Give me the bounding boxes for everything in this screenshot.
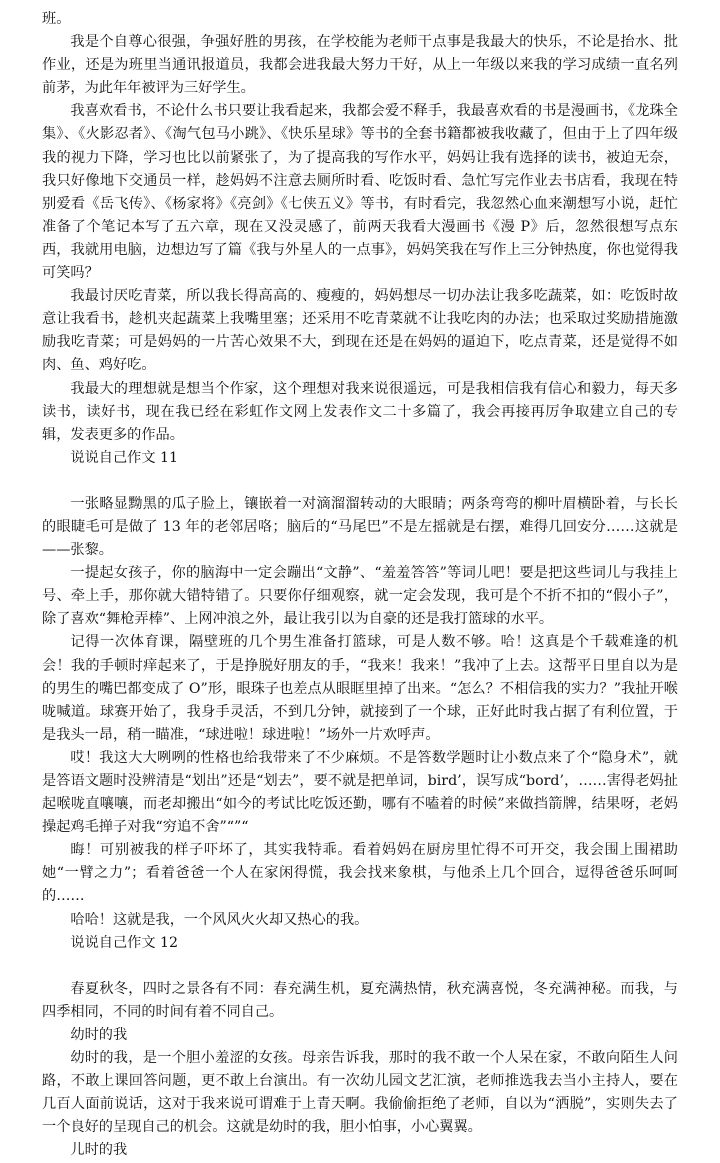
paragraph: 一提起女孩子，你的脑海中一定会蹦出“文静”、“羞羞答答”等词儿吧！要是把这些词儿与我挂上号、牵上手，那你就大错特错了。只要你仔细观察，就一定会发现，我可是个不折不扣的“假小子”，除了喜欢“舞枪弄棒”、上网冲浪之外，最让我引以为自豪的还是我打篮球的水平。 <box>42 565 678 628</box>
section-heading: 说说自己作文 11 <box>70 449 179 466</box>
document-page <box>42 8 678 1163</box>
paragraph: 班。 <box>42 11 71 27</box>
spacer <box>42 470 678 493</box>
paragraph: 记得一次体育课，隔壁班的几个男生准备打篮球，可是人数不够。哈！这真是个千载难逢的机会！我的手顿时痒起来了，于是挣脱好朋友的手，“我来！我来！”我冲了上去。这帮平日里自以为是的男生的嘴巴都变成了 O”形，眼珠子也差点从眼眶里掉了出来。“怎么？不相信我的实力？”我扯开喉咙喊道。球赛开始了，我身手灵活，不到几分钟，就接到了一个球，正好此时我占据了有利位置，于是我头一昂，稍一瞄准，“球进啦！球进啦！”场外一片欢呼声。 <box>42 634 678 743</box>
section-heading: 说说自己作文 12 <box>70 934 179 951</box>
paragraph: 我是个自尊心很强，争强好胜的男孩，在学校能为老师干点事是我最大的快乐，不论是抬水、批作业，还是为班里当通讯报道员，我都会进我最大努力干好，从上一年级以来我的学习成绩一直名列前茅，为此年年被评为三好学生。 <box>42 34 678 97</box>
spacer <box>42 955 678 978</box>
paragraph: 春夏秋冬，四时之景各有不同：春充满生机，夏充满热情，秋充满喜悦，冬充满神秘。而我，与四季相同，不同的时间有着不同自己。 <box>42 980 678 1020</box>
paragraph: 晦！可别被我的样子吓坏了，其实我特乖。看着妈妈在厨房里忙得不可开交，我会围上围裙助她“一臂之力”；看着爸爸一个人在家闲得慌，我会找来象棋，与他杀上几个回合，逗得爸爸乐呵呵的…… <box>42 842 678 905</box>
paragraph: 一张略显黝黑的瓜子脸上，镶嵌着一对滴溜溜转动的大眼睛；两条弯弯的柳叶眉横卧着，与长长的眼睫毛可是做了 13 年的老邻居咯；脑后的“马尾巴”不是左摇就是右摆，难得几回安分……这就是——张黎。 <box>42 495 678 559</box>
paragraph: 我最大的理想就是想当个作家，这个理想对我来说很遥远，可是我相信我有信心和毅力，每天多读书，读好书，现在我已经在彩虹作文网上发表作文二十多篇了，我会再接再厉争取建立自己的专辑，发表更多的作品。 <box>42 380 678 443</box>
subheading: 幼时的我 <box>70 1026 128 1043</box>
paragraph: 哈哈！这就是我，一个风风火火却又热心的我。 <box>70 911 369 928</box>
paragraph: 哎！我这大大咧咧的性格也给我带来了不少麻烦。不是答数学题时让小数点来了个“隐身术”，就是答语文题时没辨清是“划出”还是“划去”，要不就是把单词，bird’，误写成“bord’，……害得老妈扯起喉咙直嚷嚷，而老却搬出“如今的考试比吃饭还勤，哪有不嗑着的时候”来做挡箭牌，结果呀，老妈操起鸡毛掸子对我“穷追不舍”“”“ <box>42 749 678 836</box>
paragraph: 我喜欢看书，不论什么书只要让我看起来，我都会爱不释手，我最喜欢看的书是漫画书，《龙珠全集》、《火影忍者》、《淘气包马小跳》、《快乐星球》等书的全套书籍都被我收藏了，但由于上了四年级我的视力下降，学习也比以前紧张了，为了提高我的写作水平，妈妈让我有选择的读书，被迫无奈，我只好像地下交通员一样，趁妈妈不注意去厕所时看、吃饭时看、急忙写完作业去书店看，我现在特别爱看《岳飞传》、《杨家将》《亮剑》《七侠五义》等书，有时看完，我忽然心血来潮想写小说，赶忙准备了个笔记本写了五六章，现在又没灵感了，前两天我看大漫画书《漫 P》后，忽然很想写点东西，我就用电脑，边想边写了篇《我与外星人的一点事》，妈妈笑我在写作上三分钟热度，你也觉得我可笑吗？ <box>42 103 678 282</box>
paragraph: 我最讨厌吃青菜，所以我长得高高的、瘦瘦的，妈妈想尽一切办法让我多吃蔬菜，如：吃饭时故意让我看书，趁机夹起蔬菜上我嘴里塞；还采用不吃青菜就不让我吃肉的办法；也采取过奖励措施激励我吃青菜；可是妈妈的一片苦心效果不大，到现在还是在妈妈的逼迫下，吃点青菜，还是觉得不如肉、鱼、鸡好吃。 <box>42 288 678 374</box>
subheading: 儿时的我 <box>70 1142 128 1159</box>
paragraph: 幼时的我，是一个胆小羞涩的女孩。母亲告诉我，那时的我不敢一个人呆在家，不敢向陌生人问路，不敢上课回答问题，更不敢上台演出。有一次幼儿园文艺汇演，老师推选我去当小主持人，要在几百人面前说话，这对于我来说可谓难于上青天啊。我偷偷拒绝了老师，自以为“洒脱”，实则失去了一个良好的呈现自己的机会。这就是幼时的我，胆小怕事，小心翼翼。 <box>42 1050 678 1136</box>
